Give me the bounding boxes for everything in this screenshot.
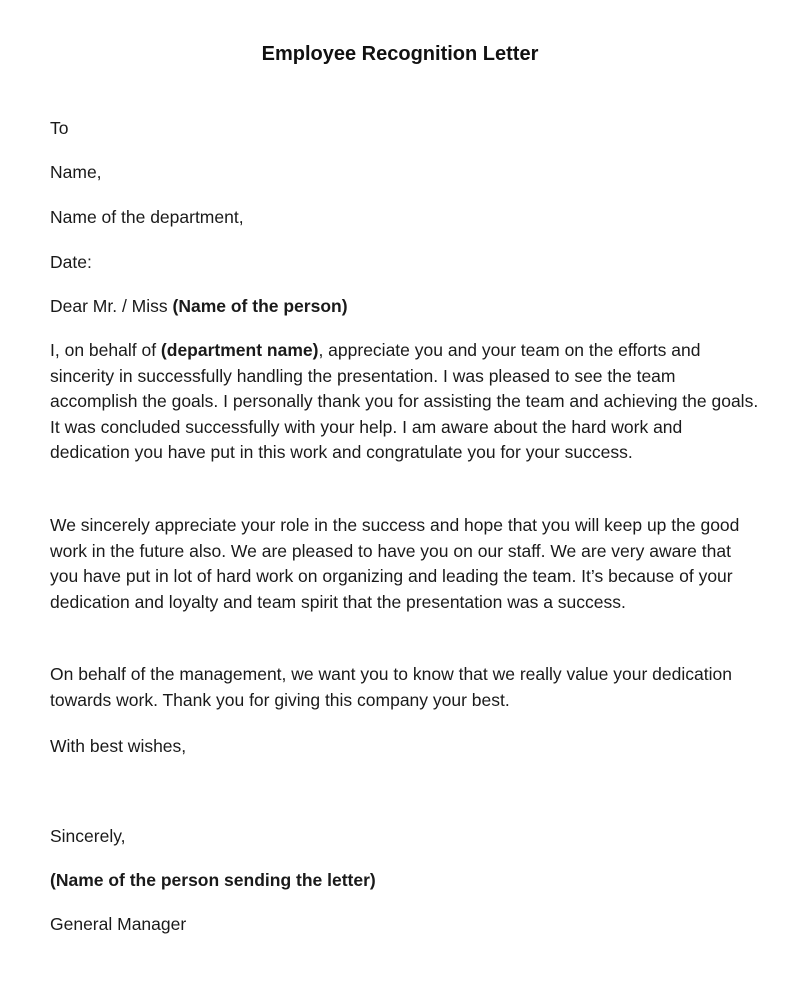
salutation-placeholder: (Name of the person) bbox=[172, 296, 348, 316]
letter-date: Date: bbox=[50, 252, 92, 272]
letter-title: Employee Recognition Letter bbox=[261, 43, 539, 65]
body-paragraph-1 bbox=[50, 338, 762, 466]
body-paragraph-2: We sincerely appreciate your role in the success and hope that you will keep up the good work in the future also. We are pleased to have you on our staff. We are very aware that you have put in lot of hard work on organizing and leading the team. It’s because of your dedication and loyalty and team spirit that the presentation was a success. bbox=[50, 515, 740, 612]
sender-name-placeholder bbox=[50, 867, 376, 893]
para1-prefix: I, on behalf of bbox=[50, 340, 161, 360]
recipient-to: To bbox=[50, 118, 69, 138]
recipient-name: Name, bbox=[50, 162, 102, 182]
salutation-prefix: Dear Mr. / Miss bbox=[50, 296, 173, 316]
sender-placeholder-text: (Name of the person sending the letter) bbox=[50, 870, 376, 890]
closing: Sincerely, bbox=[50, 826, 126, 846]
salutation bbox=[50, 293, 348, 319]
recipient-department: Name of the department, bbox=[50, 207, 244, 227]
para1-placeholder: (department name) bbox=[160, 340, 319, 360]
best-wishes: With best wishes, bbox=[50, 736, 187, 756]
body-paragraph-3: On behalf of the management, we want you to know that we really value your dedication towards work. Thank you for giving this company your best. bbox=[50, 664, 732, 710]
sender-title: General Manager bbox=[50, 914, 187, 934]
para1-rest: , appreciate you and your team on the efforts and sincerity in successfully handling the presentation. I was pleased to see the team accomplish the goals. I personally thank you for assisting the team and achieving the goals. It was concluded successfully with your help. I am aware about the hard work and dedication you have put in this work and congratulate you for your success. bbox=[50, 340, 759, 463]
